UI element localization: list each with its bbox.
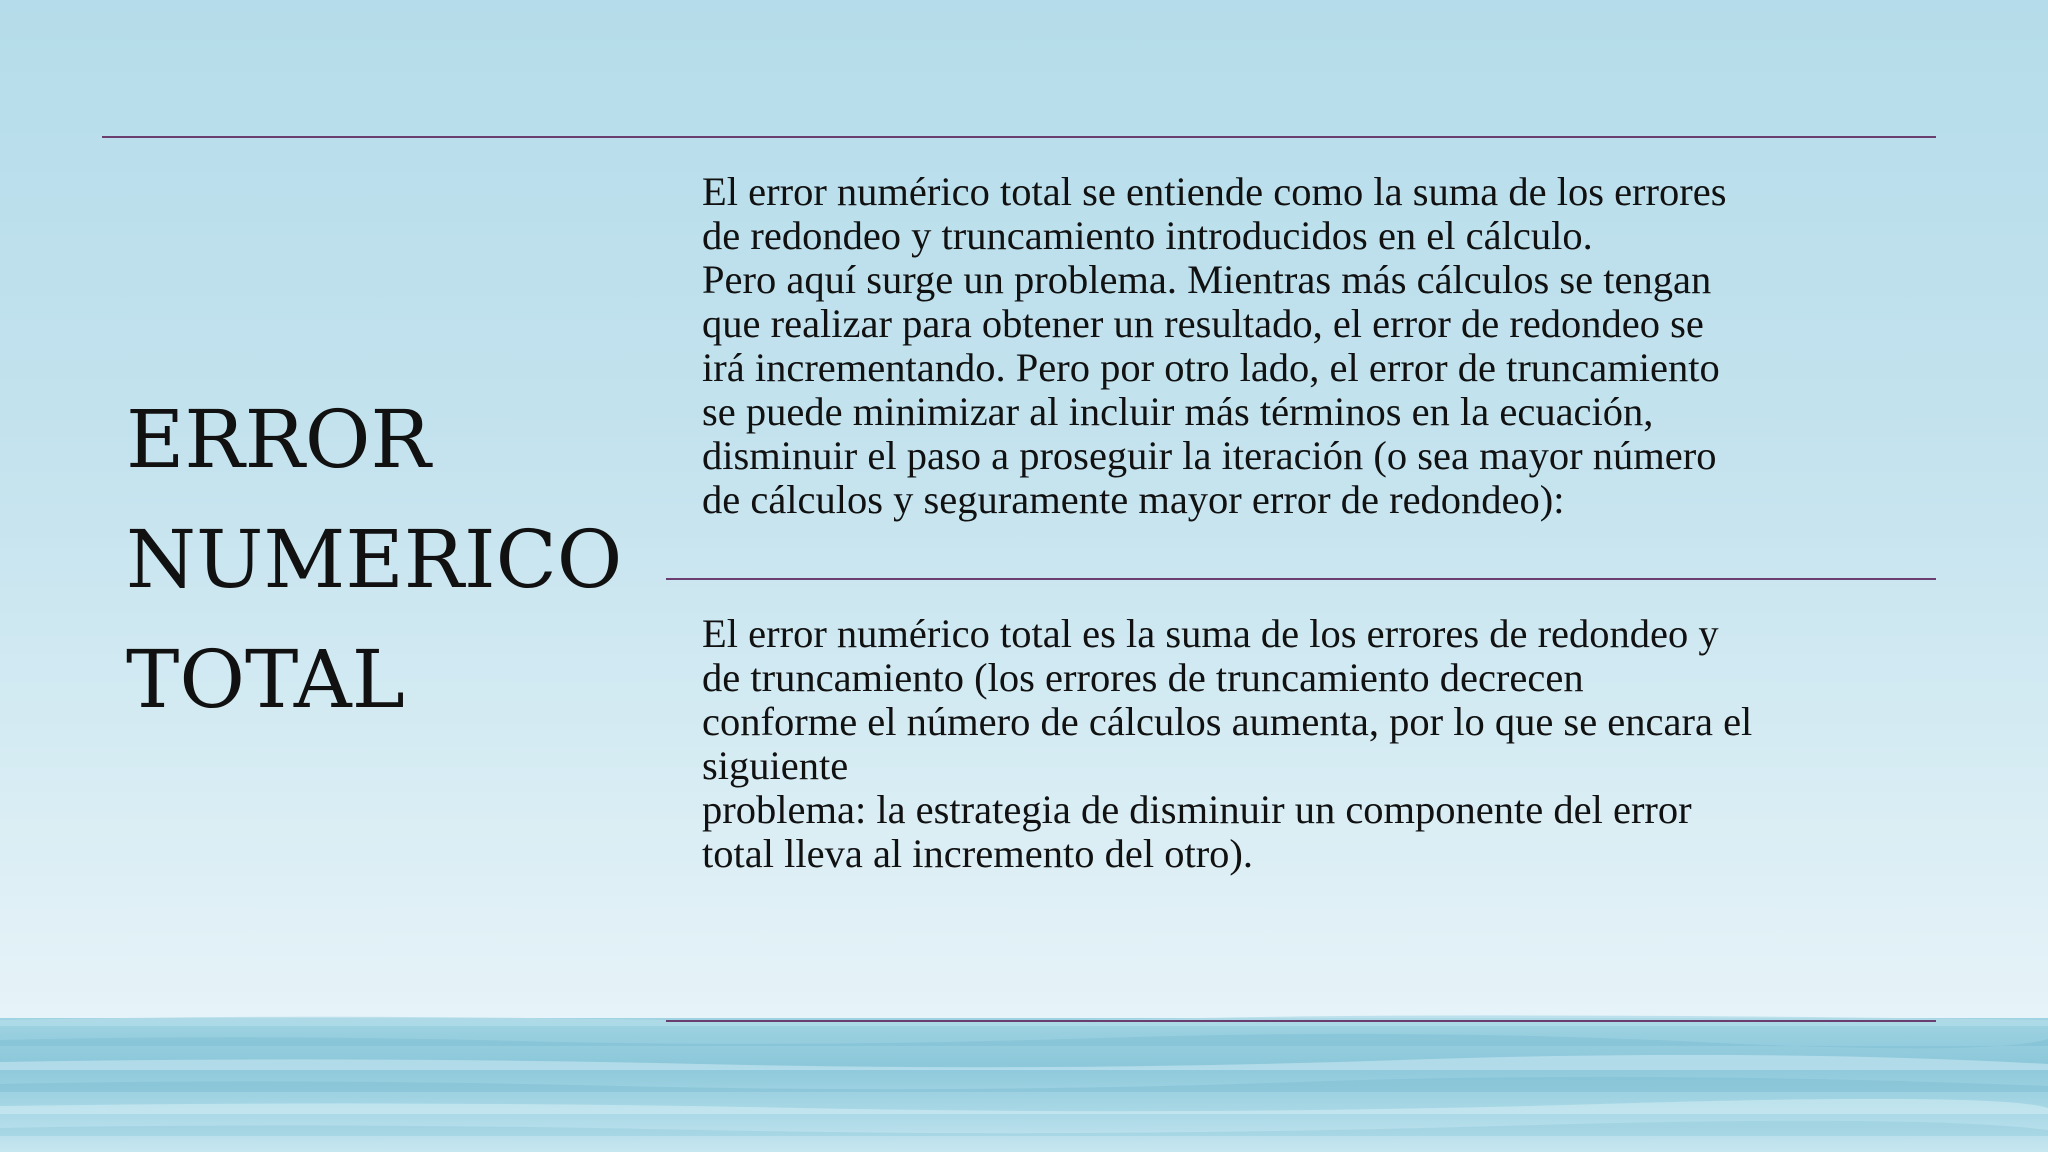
paragraph-line: de redondeo y truncamiento introducidos en el cálculo.	[702, 213, 1593, 258]
paragraph-line: que realizar para obtener un resultado, el error de redondeo se	[702, 301, 1704, 346]
sea-background	[0, 1010, 2048, 1152]
middle-divider	[666, 578, 1936, 580]
paragraph-line: siguiente	[702, 743, 849, 788]
paragraph-line: Pero aquí surge un problema. Mientras más cálculos se tengan	[702, 257, 1712, 302]
paragraph-line: problema: la estrategia de disminuir un componente del error	[702, 787, 1692, 832]
paragraph-line: total lleva al incremento del otro).	[702, 831, 1254, 876]
bottom-divider	[666, 1020, 1936, 1022]
paragraph-definition	[702, 170, 1942, 522]
paragraph-line: El error numérico total se entiende como la suma de los errores	[702, 169, 1727, 214]
paragraph-line: se puede minimizar al incluir más términos en la ecuación,	[702, 389, 1654, 434]
paragraph-line: de cálculos y seguramente mayor error de redondeo):	[702, 477, 1565, 522]
title-line: TOTAL	[126, 633, 405, 726]
title-line: NUMERICO	[126, 513, 623, 606]
slide-title	[126, 380, 646, 740]
paragraph-line: irá incrementando. Pero por otro lado, el error de truncamiento	[702, 345, 1720, 390]
paragraph-line: de truncamiento (los errores de truncamiento decrecen	[702, 655, 1584, 700]
paragraph-line: disminuir el paso a proseguir la iteración (o sea mayor número	[702, 433, 1717, 478]
top-divider	[102, 136, 1936, 138]
paragraph-summary	[702, 612, 1942, 876]
title-line: ERROR	[126, 393, 431, 486]
paragraph-line: El error numérico total es la suma de los errores de redondeo y	[702, 611, 1719, 656]
paragraph-line: conforme el número de cálculos aumenta, por lo que se encara el	[702, 699, 1753, 744]
